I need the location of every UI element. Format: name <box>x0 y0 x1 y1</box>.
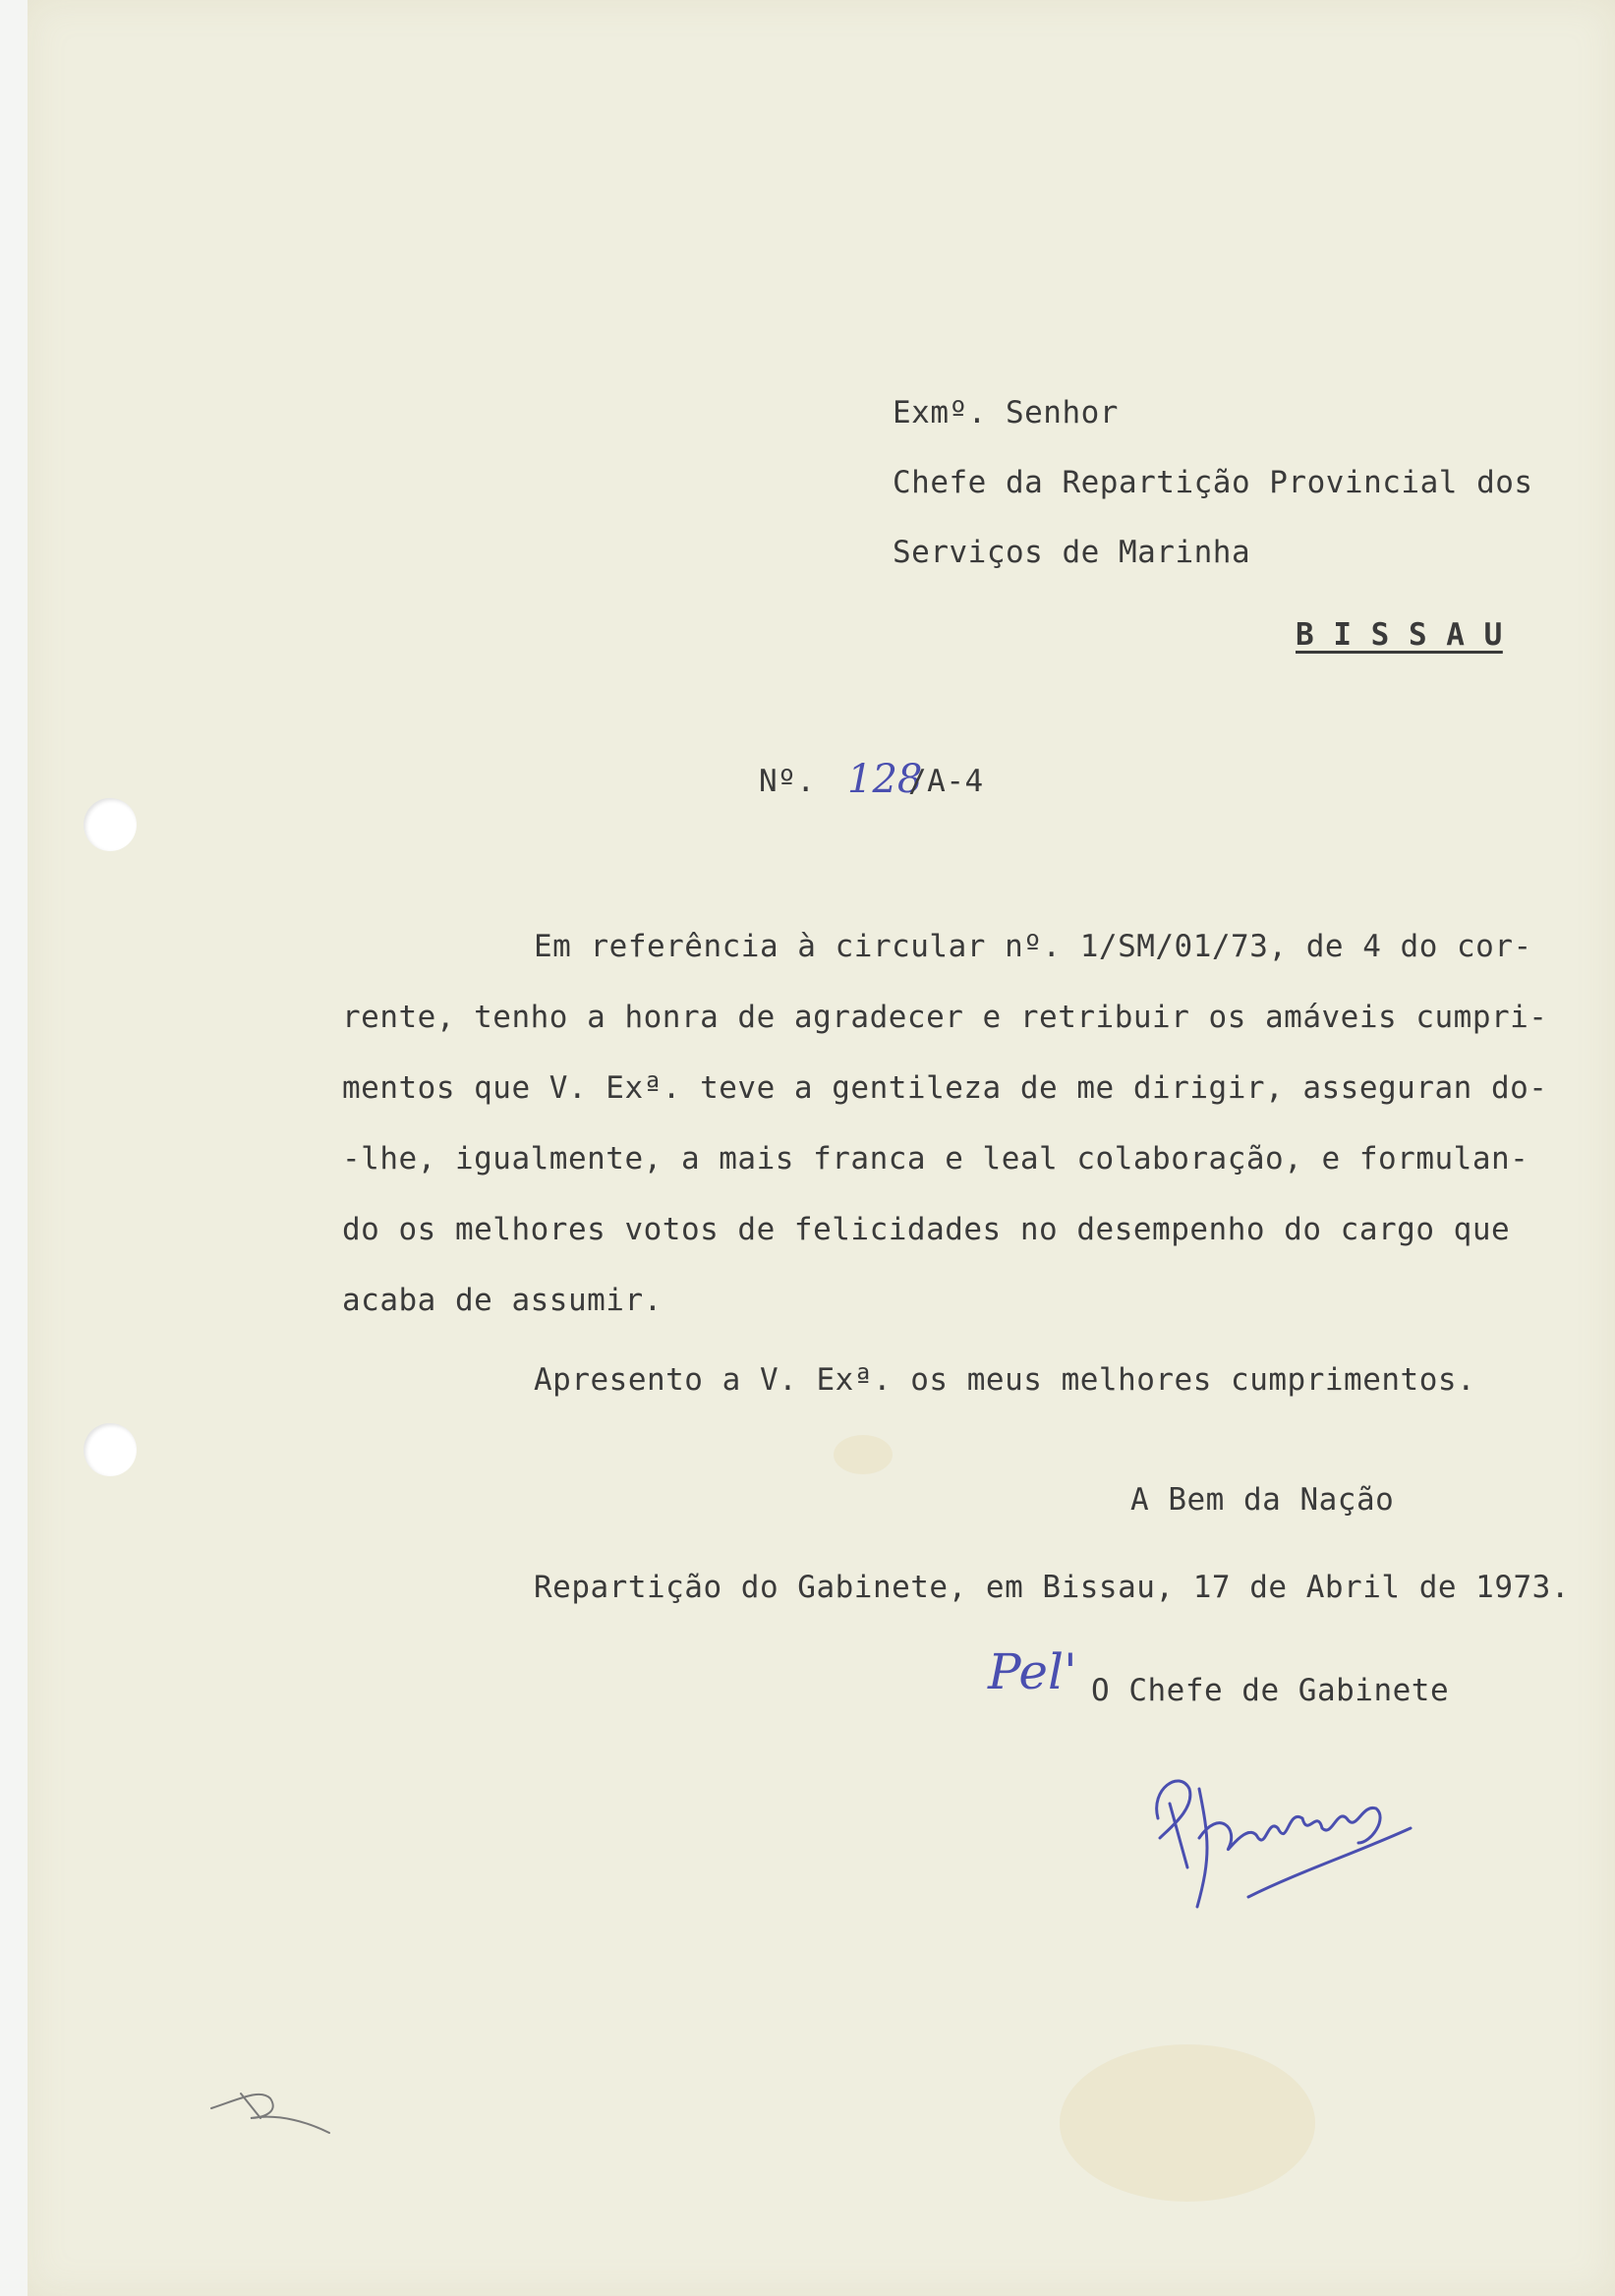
addressee-city: B I S S A U <box>1296 617 1503 653</box>
body-line: Em referência à circular nº. 1/SM/01/73, de 4 do cor- <box>534 929 1532 964</box>
addressee-line-1: Chefe da Repartição Provincial dos <box>893 465 1533 500</box>
punch-hole-bottom <box>84 1423 137 1476</box>
body-line: rente, tenho a honra de agradecer e retribuir os amáveis cumpri- <box>342 1000 1548 1035</box>
addressee-line-2: Serviços de Marinha <box>893 535 1251 570</box>
place-date: Repartição do Gabinete, em Bissau, 17 de Abril de 1973. <box>534 1570 1570 1605</box>
pel-handwritten: Pel' <box>988 1643 1077 1700</box>
punch-hole-top <box>84 798 137 851</box>
reference-suffix: /A-4 <box>908 764 984 799</box>
signer-title: O Chefe de Gabinete <box>1091 1673 1450 1708</box>
paper-stain <box>1060 2044 1315 2202</box>
pencil-mark <box>202 2079 339 2148</box>
closing-line: Apresento a V. Exª. os meus melhores cumprimentos. <box>534 1362 1476 1398</box>
reference-prefix: Nº. <box>759 764 816 799</box>
body-line: do os melhores votos de felicidades no desempenho do cargo que <box>342 1212 1511 1247</box>
reference-handwritten-number: 128 <box>847 757 923 802</box>
addressee-salutation: Exmº. Senhor <box>893 395 1119 430</box>
body-line: -lhe, igualmente, a mais franca e leal colaboração, e formulan- <box>342 1141 1529 1177</box>
signature-mark <box>1130 1750 1425 1917</box>
body-line: mentos que V. Exª. teve a gentileza de me dirigir, asseguran do- <box>342 1070 1548 1106</box>
motto: A Bem da Nação <box>1130 1482 1395 1518</box>
paper-stain <box>834 1435 893 1474</box>
body-line: acaba de assumir. <box>342 1283 663 1318</box>
